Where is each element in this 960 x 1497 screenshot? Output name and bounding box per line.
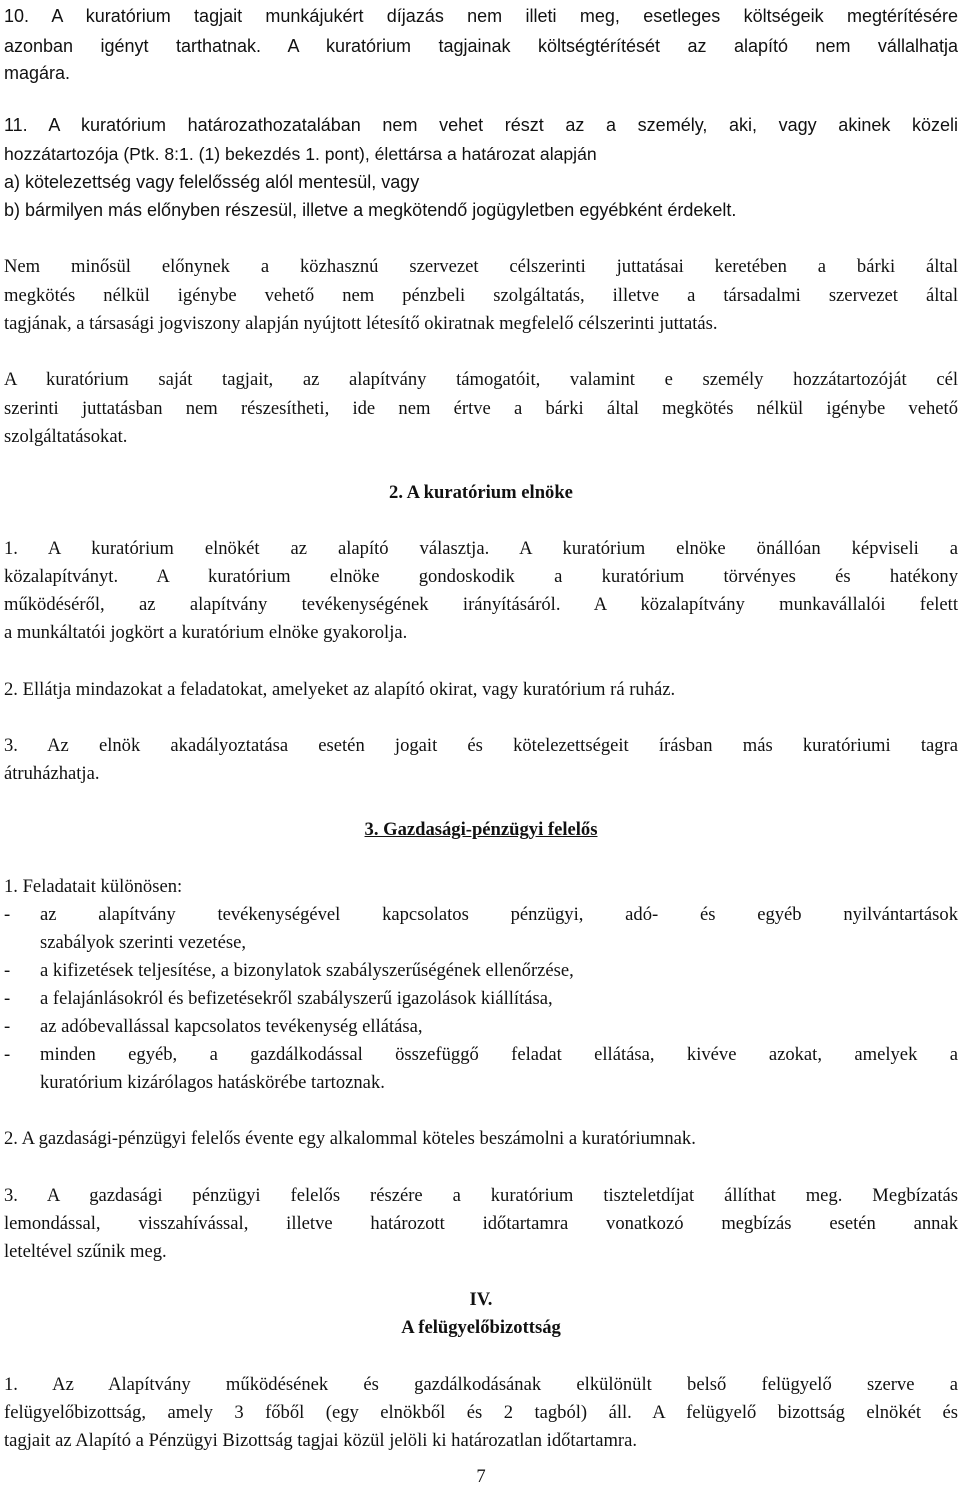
para-a-line: A kuratórium saját tagjait, az alapítvány támogatóit, valamint e személy hozzátartozóját cél: [4, 369, 958, 390]
elnok1-line: 1. A kuratórium elnökét az alapító választja. A kuratórium elnöke önállóan képviseli a: [4, 538, 958, 559]
para-nem-line: tagjának, a társasági jogviszony alapján nyújtott létesítő okiratnak megfelelő célszerinti juttatás.: [4, 313, 718, 334]
gazd1-item-line: az adóbevallással kapcsolatos tevékenység ellátása,: [40, 1016, 423, 1037]
gazd3-line: lemondással, visszahívással, illetve határozott időtartamra vonatkozó megbízás esetén annak: [4, 1213, 958, 1234]
para-nem-line: Nem minősül előnynek a közhasznú szervezet célszerinti juttatásai keretében a bárki által: [4, 256, 958, 277]
page-number: 7: [476, 1466, 486, 1487]
elnok1-line: a munkáltatói jogkört a kuratórium elnöke gyakorolja.: [4, 622, 408, 643]
para10-line: azonban igényt tarthatnak. A kuratórium tagjainak költségtérítését az alapító nem vállalhatja: [4, 36, 958, 56]
gazd1-intro: 1. Feladatait különösen:: [4, 876, 183, 897]
elnok3-line: átruházhatja.: [4, 763, 100, 784]
gazd1-item-line: az alapítvány tevékenységével kapcsolatos pénzügyi, adó- és egyéb nyilvántartások: [40, 904, 958, 925]
chapter-title: A felügyelőbizottság: [401, 1317, 561, 1338]
gazd1-item-line: szabályok szerinti vezetése,: [40, 932, 246, 953]
gazd3-line: leteltével szűnik meg.: [4, 1241, 167, 1262]
list-dash: -: [4, 988, 11, 1009]
fb1-line: felügyelőbizottság, amely 3 főből (egy elnökből és 2 tagból) áll. A felügyelő bizottság elnökét és: [4, 1402, 958, 1423]
para-a-line: szolgáltatásokat.: [4, 426, 128, 447]
gazd1-item-line: kuratórium kizárólagos hatáskörébe tartoznak.: [40, 1072, 385, 1093]
para-a-line: szerinti juttatásban nem részesítheti, ide nem értve a bárki által megkötés nélkül igénybe vehető: [4, 398, 958, 419]
gazd1-item-line: minden egyéb, a gazdálkodással összefüggő feladat ellátása, kivéve azokat, amelyek a: [40, 1044, 958, 1065]
section-heading-gazd: 3. Gazdasági-pénzügyi felelős: [364, 819, 598, 840]
list-dash: -: [4, 1016, 11, 1037]
elnok1-line: működéséről, az alapítvány tevékenységének irányításáról. A közalapítvány munkavállalói felett: [4, 594, 958, 615]
para10-line: 10. A kuratórium tagjait munkájukért díjazás nem illeti meg, esetleges költségeik megtérítésére: [4, 6, 958, 26]
gazd2-line: 2. A gazdasági-pénzügyi felelős évente egy alkalommal köteles beszámolni a kuratóriumnak.: [4, 1128, 696, 1149]
elnok2-line: 2. Ellátja mindazokat a feladatokat, amelyeket az alapító okirat, vagy kuratórium rá ruház.: [4, 679, 676, 700]
chapter-number: IV.: [469, 1289, 493, 1310]
elnok1-line: közalapítványt. A kuratórium elnöke gondoskodik a kuratórium törvényes és hatékony: [4, 566, 958, 587]
para11-item-b: b) bármilyen más előnyben részesül, illetve a megkötendő jogügyletben egyébként érdekelt.: [4, 200, 737, 220]
gazd1-item-line: a kifizetések teljesítése, a bizonylatok szabályszerűségének ellenőrzése,: [40, 960, 574, 981]
fb1-line: tagjait az Alapító a Pénzügyi Bizottság tagjai közül jelöli ki határozatlan időtartamra.: [4, 1430, 638, 1451]
para10-line: magára.: [4, 63, 71, 83]
para11-line: hozzátartozója (Ptk. 8:1. (1) bekezdés 1. pont), élettársa a határozat alapján: [4, 144, 597, 164]
elnok3-line: 3. Az elnök akadályoztatása esetén jogait és kötelezettségeit írásban más kuratóriumi tagra: [4, 735, 958, 756]
gazd3-line: 3. A gazdasági pénzügyi felelős részére a kuratórium tiszteletdíjat állíthat meg. Megbízatás: [4, 1185, 958, 1206]
list-dash: -: [4, 960, 11, 981]
section-heading-elnok: 2. A kuratórium elnöke: [389, 482, 573, 503]
fb1-line: 1. Az Alapítvány működésének és gazdálkodásának elkülönült belső felügyelő szerve a: [4, 1374, 958, 1395]
list-dash: -: [4, 904, 11, 925]
gazd1-item-line: a felajánlásokról és befizetésekről szabályszerű igazolások kiállítása,: [40, 988, 553, 1009]
para11-item-a: a) kötelezettség vagy felelősség alól mentesül, vagy: [4, 172, 420, 192]
list-dash: -: [4, 1044, 11, 1065]
para11-line: 11. A kuratórium határozathozatalában nem vehet részt az a személy, aki, vagy akinek közeli: [4, 115, 958, 135]
para-nem-line: megkötés nélkül igénybe vehető nem pénzbeli szolgáltatás, illetve a társadalmi szervezet által: [4, 285, 958, 306]
